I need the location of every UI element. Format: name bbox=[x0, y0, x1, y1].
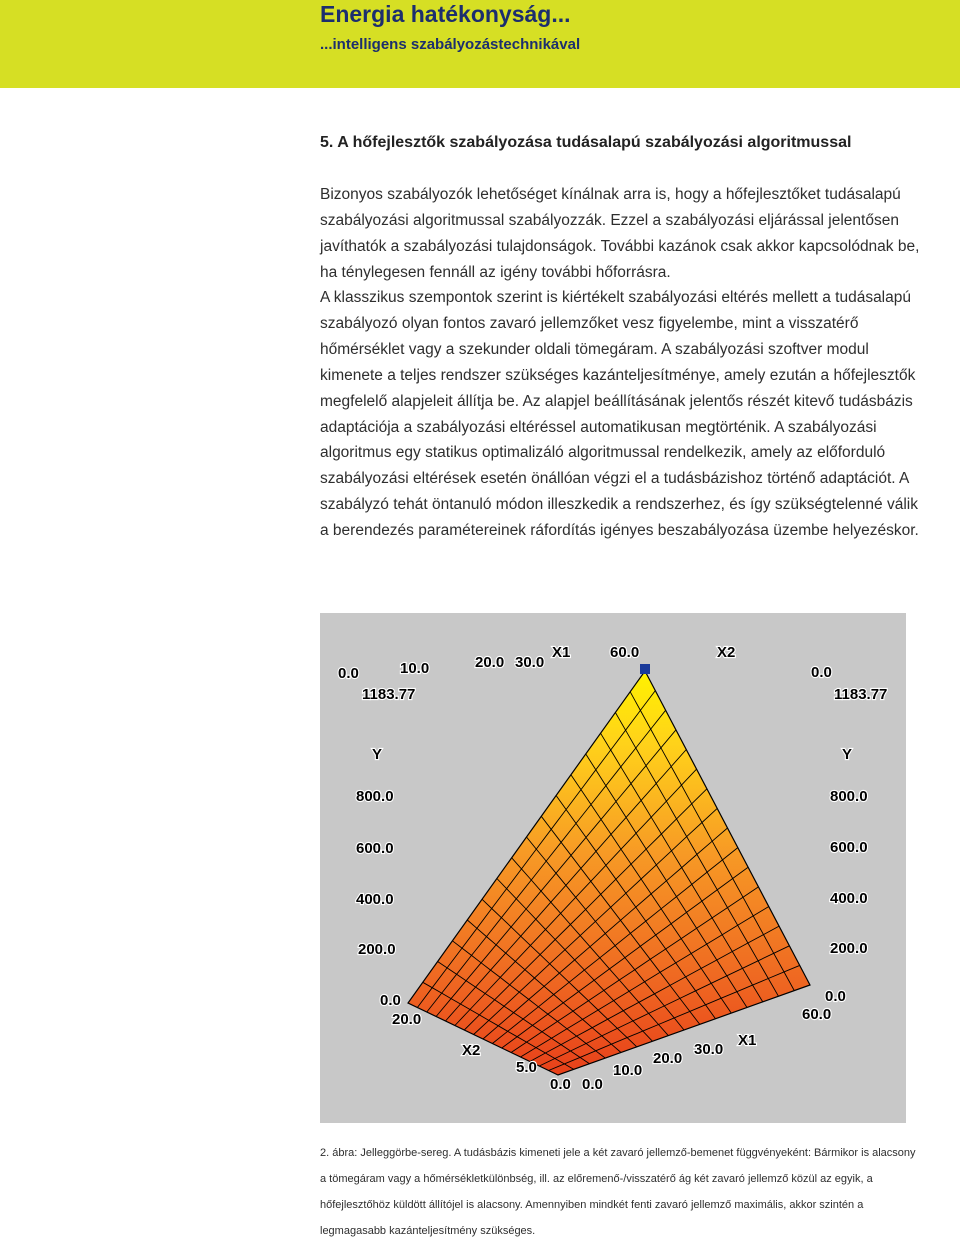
bottom-left-tick: 5.0 bbox=[516, 1059, 537, 1076]
left-y-tick: 1183.77 bbox=[362, 686, 416, 703]
left-y-tick: 0.0 bbox=[380, 992, 401, 1009]
left-y-tick: 600.0 bbox=[356, 840, 394, 857]
axis-label-x1: X1 bbox=[552, 644, 571, 661]
right-y-tick: 1183.77 bbox=[834, 686, 888, 703]
caption-text: A tudásbázis kimeneti jele a két zavaró jellemző-bemenet függvényeként: Bármikor is alacsony a tömegáram vagy a hőmérsékletkülönbség, ill. az előremenő-/visszatérő ág két zavaró jellemző közül az egyik, a hőfejlesztőhöz küldött állítójel is alacsony. Amennyiben mindkét fenti zavaró jellemző maximális, akkor szintén a legmagasabb kazánteljesítmény szükséges. bbox=[320, 1147, 916, 1237]
body-text bbox=[320, 182, 920, 544]
bottom-left-tick: 0.0 bbox=[550, 1076, 571, 1093]
page-title: Energia hatékonyság... bbox=[320, 1, 571, 27]
top-tick-label: 0.0 bbox=[811, 664, 832, 681]
top-tick-label: 0.0 bbox=[338, 665, 359, 682]
bottom-right-tick: 30.0 bbox=[694, 1041, 724, 1058]
axis-label-x2-bottom: X2 bbox=[462, 1042, 481, 1059]
bottom-right-tick: 60.0 bbox=[802, 1006, 832, 1023]
right-y-tick: 600.0 bbox=[830, 839, 868, 856]
right-y-tick: 0.0 bbox=[825, 988, 846, 1005]
top-tick-label: 60.0 bbox=[610, 644, 640, 661]
bottom-left-tick: 20.0 bbox=[392, 1011, 422, 1028]
paragraph: A klasszikus szempontok szerint is kiértékelt szabályozási eltérés mellett a tudásalapú szabályozó olyan fontos zavaró jellemzőket vesz figyelembe, mint a visszatérő hőmérséklet vagy a szekunder oldali tömegáram. A szabályozási szoftver modul kimenete a teljes rendszer szükséges kazánteljesítménye, amely ezután a hőfejlesztők megfelelő alapjeleit állítja be. Az alapjel beállításának jelentős részét kitevő tudásbázis adaptációja a szabályozási eltéréssel automatikusan megtörténik. A szabályozási algoritmus egy statikus optimalizáló algoritmussal rendelkezik, amely az előforduló szabályozási eltérések esetén önállóan végzi el a tudásbázishoz történő adaptációt. A szabályzó tehát öntanuló módon illeszkedik a rendszerhez, és így szükségtelenné válik a berendezés paramétereinek ráfordítás igényes beszabályozása üzembe helyezéskor. bbox=[320, 289, 919, 539]
top-tick-label: 10.0 bbox=[400, 660, 430, 677]
surface-plot-figure bbox=[320, 613, 906, 1123]
axis-label-x2: X2 bbox=[717, 644, 736, 661]
top-tick-label: 20.0 bbox=[475, 654, 505, 671]
left-y-tick: 800.0 bbox=[356, 788, 394, 805]
right-y-tick: 200.0 bbox=[830, 940, 868, 957]
axis-label-y-left: Y bbox=[372, 746, 383, 763]
top-tick-label: 30.0 bbox=[515, 654, 545, 671]
surface-fill bbox=[408, 671, 810, 1075]
peak-marker bbox=[640, 664, 650, 674]
surface-plot bbox=[320, 613, 906, 1123]
surface-mesh bbox=[408, 664, 810, 1075]
right-y-tick: 800.0 bbox=[830, 788, 868, 805]
page-subtitle: ...intelligens szabályozástechnikával bbox=[320, 36, 581, 53]
bottom-left-tick: 0.0 bbox=[582, 1076, 603, 1093]
left-y-tick: 400.0 bbox=[356, 891, 394, 908]
left-y-tick: 200.0 bbox=[358, 941, 396, 958]
right-y-tick: 400.0 bbox=[830, 890, 868, 907]
bottom-right-tick: 10.0 bbox=[613, 1062, 643, 1079]
caption-label: 2. ábra: Jelleggörbe-sereg. bbox=[320, 1147, 452, 1159]
figure-caption bbox=[320, 1140, 920, 1244]
bottom-right-tick: 20.0 bbox=[653, 1050, 683, 1067]
section-heading: 5. A hőfejlesztők szabályozása tudásalapú szabályozási algoritmussal bbox=[320, 134, 852, 151]
paragraph: Bizonyos szabályozók lehetőséget kínálnak arra is, hogy a hőfejlesztőket tudásalapú szabályozási algoritmussal szabályozzák. Ezzel a szabályozási eljárással jelentősen javíthatók a szabályozási tulajdonságok. További kazánok csak akkor kapcsolódnak be, ha ténylegesen fennáll az igény további hőforrásra. bbox=[320, 186, 920, 281]
axis-label-x1-bottom: X1 bbox=[738, 1032, 757, 1049]
axis-label-y-right: Y bbox=[842, 746, 853, 763]
